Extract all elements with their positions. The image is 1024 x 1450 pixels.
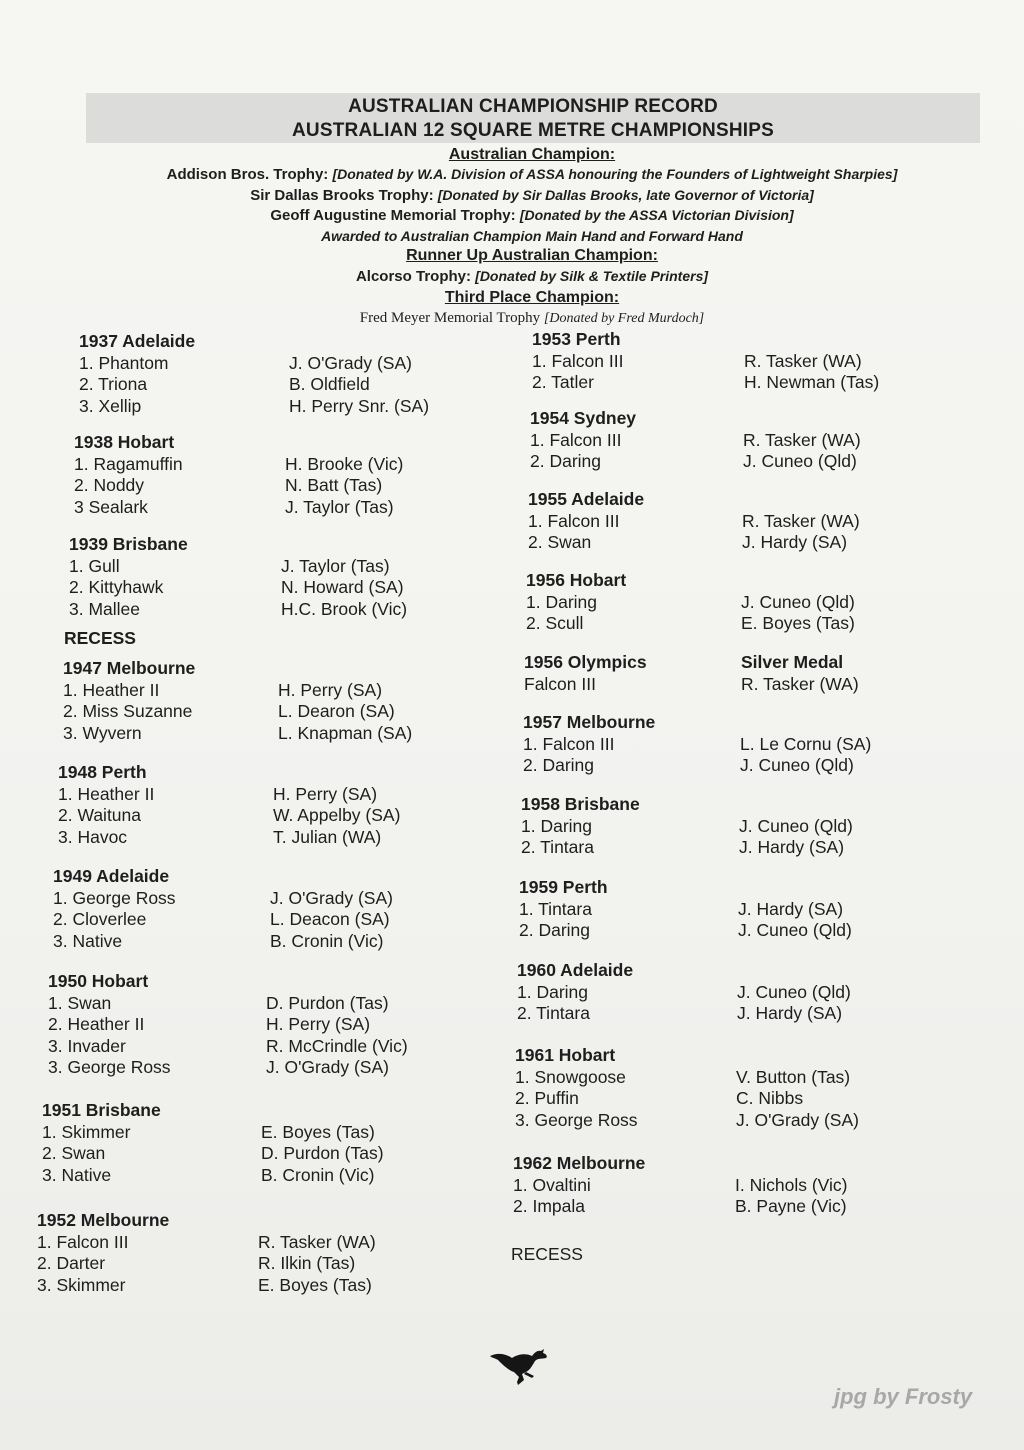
result-row: [74, 475, 383, 497]
boat-name: 1. Falcon III: [532, 350, 624, 371]
kangaroo-icon: [488, 1344, 550, 1386]
document-subtitle: AUSTRALIAN 12 SQUARE METRE CHAMPIONSHIPS: [292, 120, 774, 141]
championship-event: [515, 1045, 859, 1131]
boat-name: 3. Mallee: [69, 598, 141, 619]
boat-name: 2. Daring: [530, 451, 602, 471]
skipper-name: H. Brooke (Vic): [285, 453, 404, 474]
skipper-name: R. Ilkin (Tas): [258, 1253, 356, 1273]
result-row: [37, 1274, 372, 1297]
boat-name: 3. George Ross: [48, 1057, 171, 1077]
result-row: [515, 1066, 851, 1089]
result-row: [79, 395, 430, 418]
skipper-name: H. Perry (SA): [278, 679, 383, 700]
boat-name: 2. Swan: [528, 532, 592, 552]
trophy-fred-meyer: [60, 310, 1004, 327]
result-row: [519, 920, 852, 942]
result-row: [528, 532, 848, 554]
result-row: [69, 555, 390, 578]
event-heading: 1962 Melbourne: [513, 1153, 646, 1173]
result-row: [48, 1057, 389, 1079]
boat-name: 3 Sealark: [74, 496, 148, 517]
boat-name: 1. Falcon III: [528, 510, 620, 531]
result-row: [513, 1196, 847, 1218]
boat-name: 1. Daring: [521, 815, 593, 836]
result-row: [53, 909, 390, 931]
boat-name: 1. Snowgoose: [515, 1066, 626, 1087]
boat-name: 3. Native: [42, 1164, 112, 1185]
skipper-name: J. Taylor (Tas): [285, 496, 394, 517]
trophy-sir-dallas-brooks: [60, 187, 1004, 204]
championship-event: [528, 489, 860, 554]
boat-name: 2. Kittyhawk: [69, 577, 164, 597]
skipper-name: J. Hardy (SA): [739, 837, 845, 857]
result-row: [519, 898, 844, 921]
event-heading: 1956 Olympics: [524, 652, 647, 672]
boat-name: 1. Daring: [517, 981, 589, 1002]
awarded-note: Awarded to Australian Champion Main Hand and Forward Hand: [321, 228, 743, 244]
boat-name: 2. Swan: [42, 1143, 106, 1163]
boat-name: 1. Falcon III: [37, 1231, 129, 1252]
boat-name: 2. Puffin: [515, 1088, 579, 1108]
championship-event: [524, 652, 859, 695]
result-row: [532, 372, 880, 394]
championship-event: [74, 432, 404, 518]
result-row: [523, 755, 854, 777]
championship-event: [58, 762, 401, 848]
result-row: [42, 1121, 375, 1144]
event-heading: 1948 Perth: [58, 762, 147, 782]
skipper-name: L. Le Cornu (SA): [740, 733, 872, 754]
result-row: [515, 1088, 804, 1110]
skipper-name: J. O'Grady (SA): [736, 1109, 859, 1130]
result-row: [48, 1014, 371, 1036]
championship-event: [523, 712, 872, 777]
skipper-name: J. O'Grady (SA): [266, 1057, 389, 1077]
boat-name: 2. Miss Suzanne: [63, 701, 193, 721]
event-heading: 1938 Hobart: [74, 432, 175, 452]
result-row: [530, 429, 861, 452]
australian-champion-heading: Australian Champion:: [448, 146, 616, 163]
skipper-name: H. Perry (SA): [266, 1014, 371, 1034]
skipper-name: R. McCrindle (Vic): [266, 1035, 408, 1056]
championship-event: [513, 1153, 848, 1218]
boat-name: 2. Daring: [519, 920, 591, 940]
boat-name: 1. Falcon III: [523, 733, 615, 754]
trophy-name: Addison Bros. Trophy:: [166, 166, 329, 183]
result-row: [48, 992, 389, 1015]
boat-name: 2. Cloverlee: [53, 909, 147, 929]
result-row: [48, 1035, 408, 1058]
boat-name: 3. Native: [53, 930, 123, 951]
boat-name: 1. Gull: [69, 555, 120, 576]
event-heading: 1937 Adelaide: [79, 331, 196, 351]
championship-event: [63, 658, 413, 744]
event-heading: 1953 Perth: [532, 329, 621, 349]
trophy-note: [Donated by W.A. Division of ASSA honouring the Founders of Lightweight Sharpies]: [332, 166, 898, 182]
runner-up-heading: Runner Up Australian Champion:: [406, 247, 658, 264]
boat-name: 2. Scull: [526, 613, 584, 633]
event-heading: 1950 Hobart: [48, 971, 149, 991]
skipper-name: E. Boyes (Tas): [258, 1274, 372, 1295]
event-heading: 1956 Hobart: [526, 570, 627, 590]
skipper-name: B. Payne (Vic): [735, 1196, 847, 1216]
skipper-name: W. Appelby (SA): [273, 805, 401, 825]
result-row: [74, 453, 404, 476]
championship-event: [532, 329, 880, 394]
boat-name: 2. Daring: [523, 755, 595, 775]
boat-name: 2. Tatler: [532, 372, 594, 392]
boat-name: 1. Skimmer: [42, 1121, 131, 1142]
championship-event: [37, 1210, 376, 1296]
skipper-name: H.C. Brook (Vic): [281, 598, 408, 619]
championship-event: [526, 570, 855, 635]
boat-name: 3. Skimmer: [37, 1274, 126, 1295]
event-heading: 1951 Brisbane: [42, 1100, 161, 1120]
boat-name: 3. Wyvern: [63, 722, 142, 743]
event-heading: 1960 Adelaide: [517, 960, 634, 980]
third-place-heading: Third Place Champion:: [444, 289, 620, 306]
skipper-name: J. Cuneo (Qld): [737, 981, 851, 1002]
skipper-name: N. Howard (SA): [281, 577, 404, 597]
boat-name: 2. Darter: [37, 1253, 106, 1273]
championship-event: [521, 794, 853, 859]
document-title: AUSTRALIAN CHAMPIONSHIP RECORD: [348, 96, 718, 117]
skipper-name: R. Tasker (WA): [741, 673, 859, 694]
result-row: [528, 510, 860, 533]
trophy-addison-bros: [60, 166, 1004, 183]
skipper-name: J. Cuneo (Qld): [741, 591, 855, 612]
boat-name: 1. Falcon III: [530, 429, 622, 450]
skipper-name: T. Julian (WA): [273, 826, 382, 847]
trophy-note: [Donated by Sir Dallas Brooks, late Governor of Victoria]: [437, 187, 814, 203]
result-row: [532, 350, 862, 373]
skipper-name: H. Newman (Tas): [744, 372, 880, 392]
result-row: [37, 1253, 356, 1275]
event-heading: 1961 Hobart: [515, 1045, 616, 1065]
result-row: [42, 1143, 384, 1165]
boat-name: 1. Heather II: [63, 679, 160, 700]
skipper-name: D. Purdon (Tas): [261, 1143, 384, 1163]
right-recess-label: RECESS: [511, 1244, 583, 1264]
result-row: [53, 887, 393, 910]
championship-event: [79, 331, 430, 417]
skipper-name: E. Boyes (Tas): [261, 1121, 375, 1142]
skipper-name: J. Cuneo (Qld): [740, 755, 854, 775]
skipper-name: B. Cronin (Vic): [261, 1164, 375, 1185]
boat-name: 3. George Ross: [515, 1109, 638, 1130]
boat-name: 1. George Ross: [53, 887, 176, 908]
championship-event: [42, 1100, 384, 1186]
skipper-name: J. O'Grady (SA): [270, 887, 393, 908]
skipper-name: L. Knapman (SA): [278, 722, 413, 743]
boat-name: 2. Tintara: [517, 1003, 590, 1023]
result-row: [526, 591, 855, 614]
trophy-geoff-augustine: [60, 207, 1004, 224]
skipper-name: J. Hardy (SA): [737, 1003, 843, 1023]
result-row: [526, 613, 855, 635]
result-row: [74, 496, 394, 519]
trophy-name: Sir Dallas Brooks Trophy:: [250, 187, 434, 204]
boat-name: Falcon III: [524, 673, 596, 694]
result-row: [517, 981, 851, 1004]
result-row: [69, 598, 408, 621]
championship-event: [519, 877, 852, 942]
event-heading-secondary: Silver Medal: [741, 652, 844, 672]
event-heading: 1958 Brisbane: [521, 794, 640, 814]
skipper-name: I. Nichols (Vic): [735, 1174, 848, 1195]
championship-event: [530, 408, 861, 473]
skipper-name: L. Dearon (SA): [278, 701, 395, 721]
boat-name: 1. Daring: [526, 591, 598, 612]
boat-name: 3. Xellip: [79, 395, 142, 416]
skipper-name: N. Batt (Tas): [285, 475, 383, 495]
result-row: [42, 1164, 375, 1187]
result-row: [58, 783, 378, 806]
result-row: [37, 1231, 376, 1254]
boat-name: 2. Impala: [513, 1196, 585, 1216]
result-row: [63, 679, 383, 702]
skipper-name: R. Tasker (WA): [743, 429, 861, 450]
trophy-alcorso: [60, 268, 1004, 285]
event-heading: 1957 Melbourne: [523, 712, 656, 732]
skipper-name: H. Perry Snr. (SA): [289, 395, 430, 416]
result-row: [521, 837, 845, 859]
boat-name: 2. Triona: [79, 374, 148, 394]
skipper-name: J. O'Grady (SA): [289, 352, 412, 373]
result-row: [53, 930, 384, 953]
championship-event: [53, 866, 393, 952]
skipper-name: B. Oldfield: [289, 374, 370, 394]
result-row: [524, 673, 859, 696]
trophy-name: Fred Meyer Memorial Trophy: [359, 310, 541, 326]
skipper-name: R. Tasker (WA): [744, 350, 862, 371]
boat-name: 2. Waituna: [58, 805, 142, 825]
trophy-note: [Donated by the ASSA Victorian Division]: [519, 207, 794, 223]
trophy-note: [Donated by Silk & Textile Printers]: [475, 268, 709, 284]
skipper-name: R. Tasker (WA): [258, 1231, 376, 1252]
result-row: [58, 826, 382, 849]
skipper-name: D. Purdon (Tas): [266, 992, 389, 1013]
championship-event: [48, 971, 408, 1079]
result-row: [523, 733, 872, 756]
result-row: [530, 451, 857, 473]
trophy-name: Geoff Augustine Memorial Trophy:: [270, 207, 516, 224]
result-row: [515, 1109, 859, 1132]
boat-name: 3. Havoc: [58, 826, 128, 847]
skipper-name: E. Boyes (Tas): [741, 613, 855, 633]
trophy-note: [Donated by Fred Murdoch]: [543, 311, 705, 326]
result-row: [58, 805, 401, 827]
boat-name: 2. Noddy: [74, 475, 145, 495]
boat-name: 1. Phantom: [79, 352, 169, 373]
boat-name: 1. Tintara: [519, 898, 592, 919]
boat-name: 3. Invader: [48, 1035, 126, 1056]
skipper-name: V. Button (Tas): [736, 1066, 851, 1087]
skipper-name: J. Hardy (SA): [738, 898, 844, 919]
event-heading: 1939 Brisbane: [69, 534, 188, 554]
skipper-name: J. Cuneo (Qld): [738, 920, 852, 940]
skipper-name: H. Perry (SA): [273, 783, 378, 804]
boat-name: 1. Ragamuffin: [74, 453, 183, 474]
result-row: [517, 1003, 843, 1025]
event-heading: 1959 Perth: [519, 877, 608, 897]
result-row: [521, 815, 853, 838]
boat-name: 1. Heather II: [58, 783, 155, 804]
result-row: [63, 722, 413, 745]
skipper-name: C. Nibbs: [736, 1088, 804, 1108]
result-row: [63, 701, 395, 723]
skipper-name: J. Taylor (Tas): [281, 555, 390, 576]
skipper-name: J. Hardy (SA): [742, 532, 848, 552]
event-heading: 1952 Melbourne: [37, 1210, 170, 1230]
left-recess-label: RECESS: [64, 628, 136, 648]
skipper-name: J. Cuneo (Qld): [739, 815, 853, 836]
event-heading: 1947 Melbourne: [63, 658, 196, 678]
boat-name: 1. Ovaltini: [513, 1174, 591, 1195]
event-heading: 1949 Adelaide: [53, 866, 170, 886]
skipper-name: R. Tasker (WA): [742, 510, 860, 531]
event-heading: 1955 Adelaide: [528, 489, 645, 509]
result-row: [79, 374, 370, 396]
boat-name: 2. Tintara: [521, 837, 594, 857]
boat-name: 1. Swan: [48, 992, 112, 1013]
event-heading: 1954 Sydney: [530, 408, 637, 428]
skipper-name: L. Deacon (SA): [270, 909, 390, 929]
boat-name: 2. Heather II: [48, 1014, 145, 1034]
championship-event: [69, 534, 408, 620]
championship-event: [517, 960, 851, 1025]
skipper-name: J. Cuneo (Qld): [743, 451, 857, 471]
skipper-name: B. Cronin (Vic): [270, 930, 384, 951]
result-row: [79, 352, 412, 375]
result-row: [69, 577, 404, 599]
watermark-text: jpg by Frosty: [834, 1384, 973, 1409]
trophy-name: Alcorso Trophy:: [355, 268, 471, 285]
result-row: [513, 1174, 848, 1197]
